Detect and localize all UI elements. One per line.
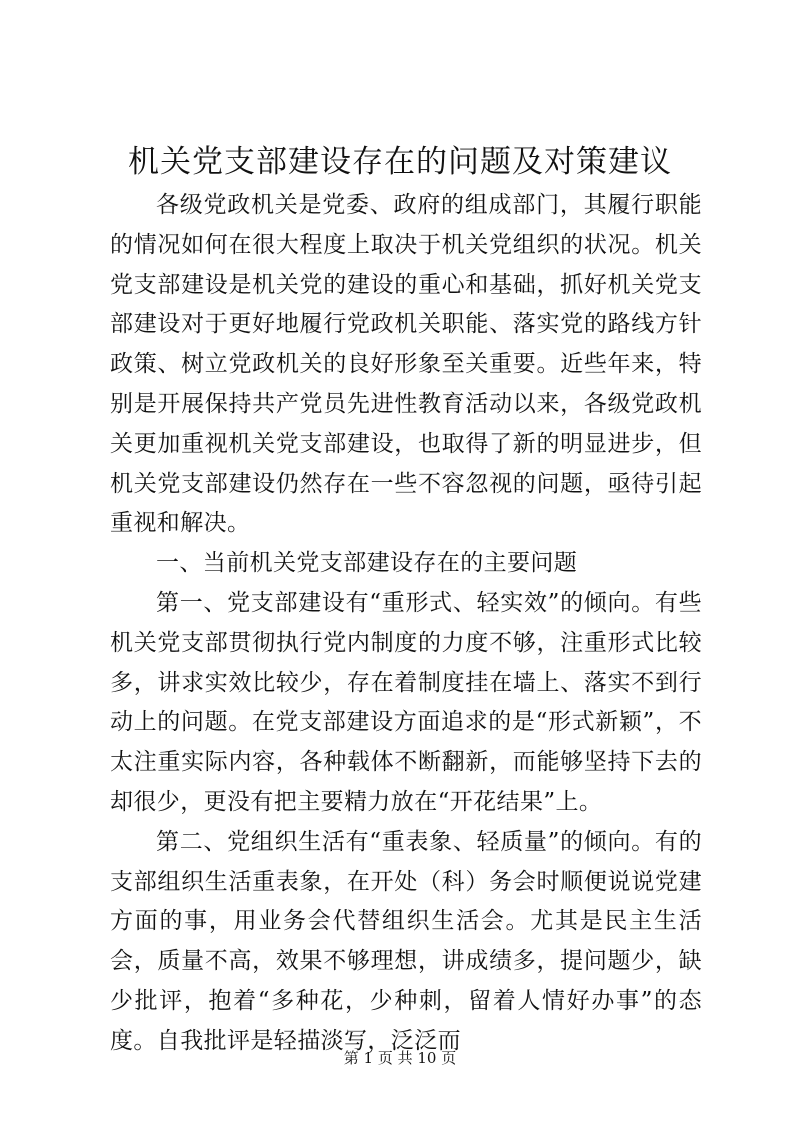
paragraph-first-issue: 第一、党支部建设有“重形式、轻实效”的倾向。有些机关党支部贯彻执行党内制度的力度不够，注重形式比较多，讲求实效比较少，存在着制度挂在墙上、落实不到行动上的问题。在党支部建设方面追求的是“形式新颖”，不太注重实际内容，各种载体不断翻新，而能够坚持下去的却很少，更没有把主要精力放在“开花结果”上。 [110,589,702,815]
document-body [110,186,702,1062]
page-number-footer: 第 1 页 共 10 页 [343,1049,457,1067]
paragraph-second-issue: 第二、党组织生活有“重表象、轻质量”的倾向。有的支部组织生活重表象，在开处（科）务会时顺便说说党建方面的事，用业务会代替组织生活会。尤其是民主生活会，质量不高，效果不够理想，讲成绩多，提问题少，缺少批评，抱着“多种花，少种刺，留着人情好办事”的态度。自我批评是轻描淡写，泛泛而 [110,828,702,1054]
document-title: 机关党支部建设存在的问题及对策建议 [128,144,672,180]
section-heading: 一、当前机关党支部建设存在的主要问题 [156,550,578,577]
paragraph-intro: 各级党政机关是党委、政府的组成部门，其履行职能的情况如何在很大程度上取决于机关党组织的状况。机关党支部建设是机关党的建设的重心和基础，抓好机关党支部建设对于更好地履行党政机关职能、落实党的路线方针政策、树立党政机关的良好形象至关重要。近些年来，特别是开展保持共产党员先进性教育活动以来，各级党政机关更加重视机关党支部建设，也取得了新的明显进步，但机关党支部建设仍然存在一些不容忽视的问题，亟待引起重视和解决。 [110,192,702,537]
